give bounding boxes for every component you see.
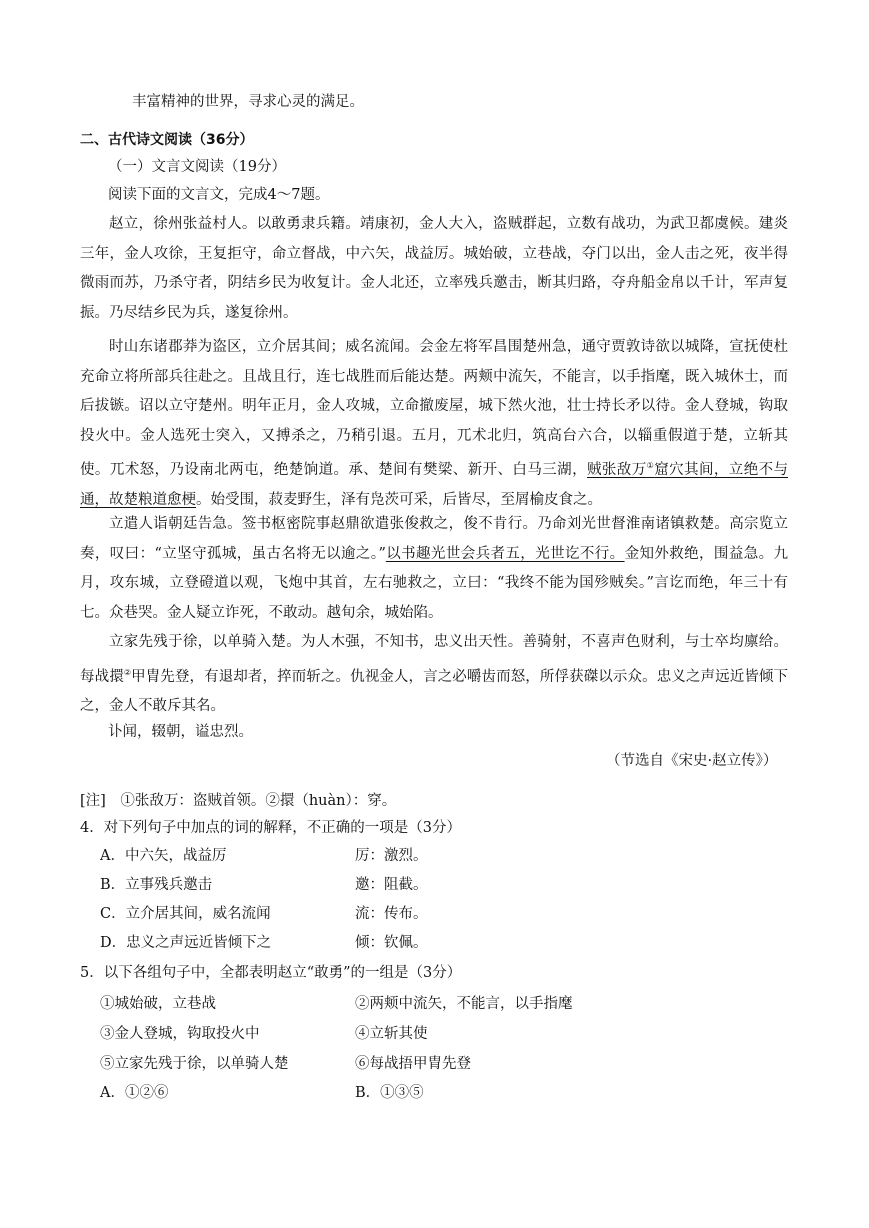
- q5-item-2: ②两颊中流矢，不能言，以手指麾: [355, 996, 573, 1012]
- question-4-stem: 4．对下列句子中加点的词的解释，不正确的一项是（3分）: [80, 820, 461, 836]
- paragraph-2: 时山东诸郡莽为盗区，立介居其间；威名流闻。会金左将军昌围楚州急，通守贾敦诗欲以城降，宣抚使杜充命立将所部兵往赴之。且战且行，连七战胜而后能达楚。两颊中流矢，不能言，以手指麾，既入城休士，而后拔镞。诏以立守楚州。明年正月，金人攻城，立命撤废屋，城下然火池，壮士持长矛以待。金人登城，钩取投火中。金人选死士突入，又搏杀之，乃稍引退。五月，兀术北归，筑高台六合，以辎重假道于楚，立斩其使。兀术怒，乃设南北两屯，绝楚饷道。承、楚间有樊梁、新开、白马三湖，贼张敌万①窟穴其间，立绝不与通，故楚粮道愈梗。始受围，菽麦野生，泽有凫茨可采，后皆尽，至屑榆皮食之。: [80, 339, 789, 508]
- underlined-sentence: 以书趣光世会兵者五，光世讫不行。: [385, 545, 625, 562]
- q5-option-a: A．①②⑥: [100, 1085, 169, 1101]
- continued-line: 丰富精神的世界，寻求心灵的满足。: [132, 94, 364, 110]
- q4-option-b-gloss: 邀：阻截。: [355, 877, 428, 893]
- q4-option-a-gloss: 厉：激烈。: [355, 848, 428, 864]
- paragraph-3: 立遣人诣朝廷告急。签书枢密院事赵鼎欲遣张俊救之，俊不肯行。乃命刘光世督淮南诸镇救楚。高宗览立奏，叹曰：“立坚守孤城，虽古名将无以逾之。”以书趣光世会兵者五，光世讫不行。金知外救绝，围益急。九月，攻东城，立登磴道以观，飞炮中其首，左右驰救之，立曰：“我终不能为国殄贼矣。”言讫而绝，年三十有七。众巷哭。金人疑立诈死，不敢动。越旬余，城始陷。: [80, 516, 789, 621]
- notes: [注] ①张敌万：盗贼首领。②擐（huàn）：穿。: [80, 793, 397, 809]
- q5-item-4: ④立斩其使: [355, 1026, 428, 1042]
- paragraph-5: 讣闻，辍朝，谥忠烈。: [108, 724, 253, 740]
- q4-option-d: D．忠义之声远近皆倾下之: [100, 935, 272, 951]
- q4-option-d-gloss: 倾：钦佩。: [355, 935, 428, 951]
- instruction: 阅读下面的文言文，完成4～7题。: [108, 187, 330, 203]
- q5-item-3: ③金人登城，钩取投火中: [100, 1026, 260, 1042]
- q5-item-6: ⑥每战捂甲胄先登: [355, 1056, 471, 1072]
- q5-option-b: B．①③⑤: [355, 1085, 424, 1101]
- q5-item-5: ⑤立家先残于徐，以单骑人楚: [100, 1056, 289, 1072]
- paragraph-4: 立家先残于徐，以单骑入楚。为人木强，不知书，忠义出天性。善骑射，不喜声色财利，与士卒均廪给。每战擐②甲胄先登，有退却者，捽而斩之。仇视金人，言之必嚼齿而怒，所俘获磔以示众。忠义之声远近皆倾下之，金人不敢斥其名。: [80, 634, 789, 715]
- subsection-title: （一）文言文阅读（19分）: [108, 159, 286, 175]
- q4-option-c: C．立介居其间，威名流闻: [100, 906, 271, 922]
- q4-option-a: A．中六矢，战益厉: [100, 848, 227, 864]
- section-title: 二、古代诗文阅读（36分）: [80, 132, 254, 148]
- q5-item-1: ①城始破，立巷战: [100, 996, 216, 1012]
- source-citation: （节选自《宋史·赵立传》）: [606, 753, 778, 769]
- underlined-sentence: 贼张敌万①窟穴其间，立绝不与通，故楚粮道愈梗: [80, 461, 789, 508]
- q4-option-c-gloss: 流：传布。: [355, 906, 428, 922]
- paragraph-1: 赵立，徐州张益村人。以敢勇隶兵籍。靖康初，金人大入，盗贼群起，立数有战功，为武卫都虞候。建炎三年，金人攻徐，王复拒守，命立督战，中六矢，战益厉。城始破，立巷战，夺门以出，金人击之死，夜半得微雨而苏，乃杀守者，阴结乡民为收复计。金人北还，立率残兵邀击，断其归路，夺舟船金帛以千计，军声复振。乃尽结乡民为兵，遂复徐州。: [80, 216, 788, 321]
- q4-option-b: B．立事残兵邀击: [100, 877, 213, 893]
- question-5-stem: 5．以下各组句子中，全都表明赵立“敢勇”的一组是（3分）: [80, 965, 462, 981]
